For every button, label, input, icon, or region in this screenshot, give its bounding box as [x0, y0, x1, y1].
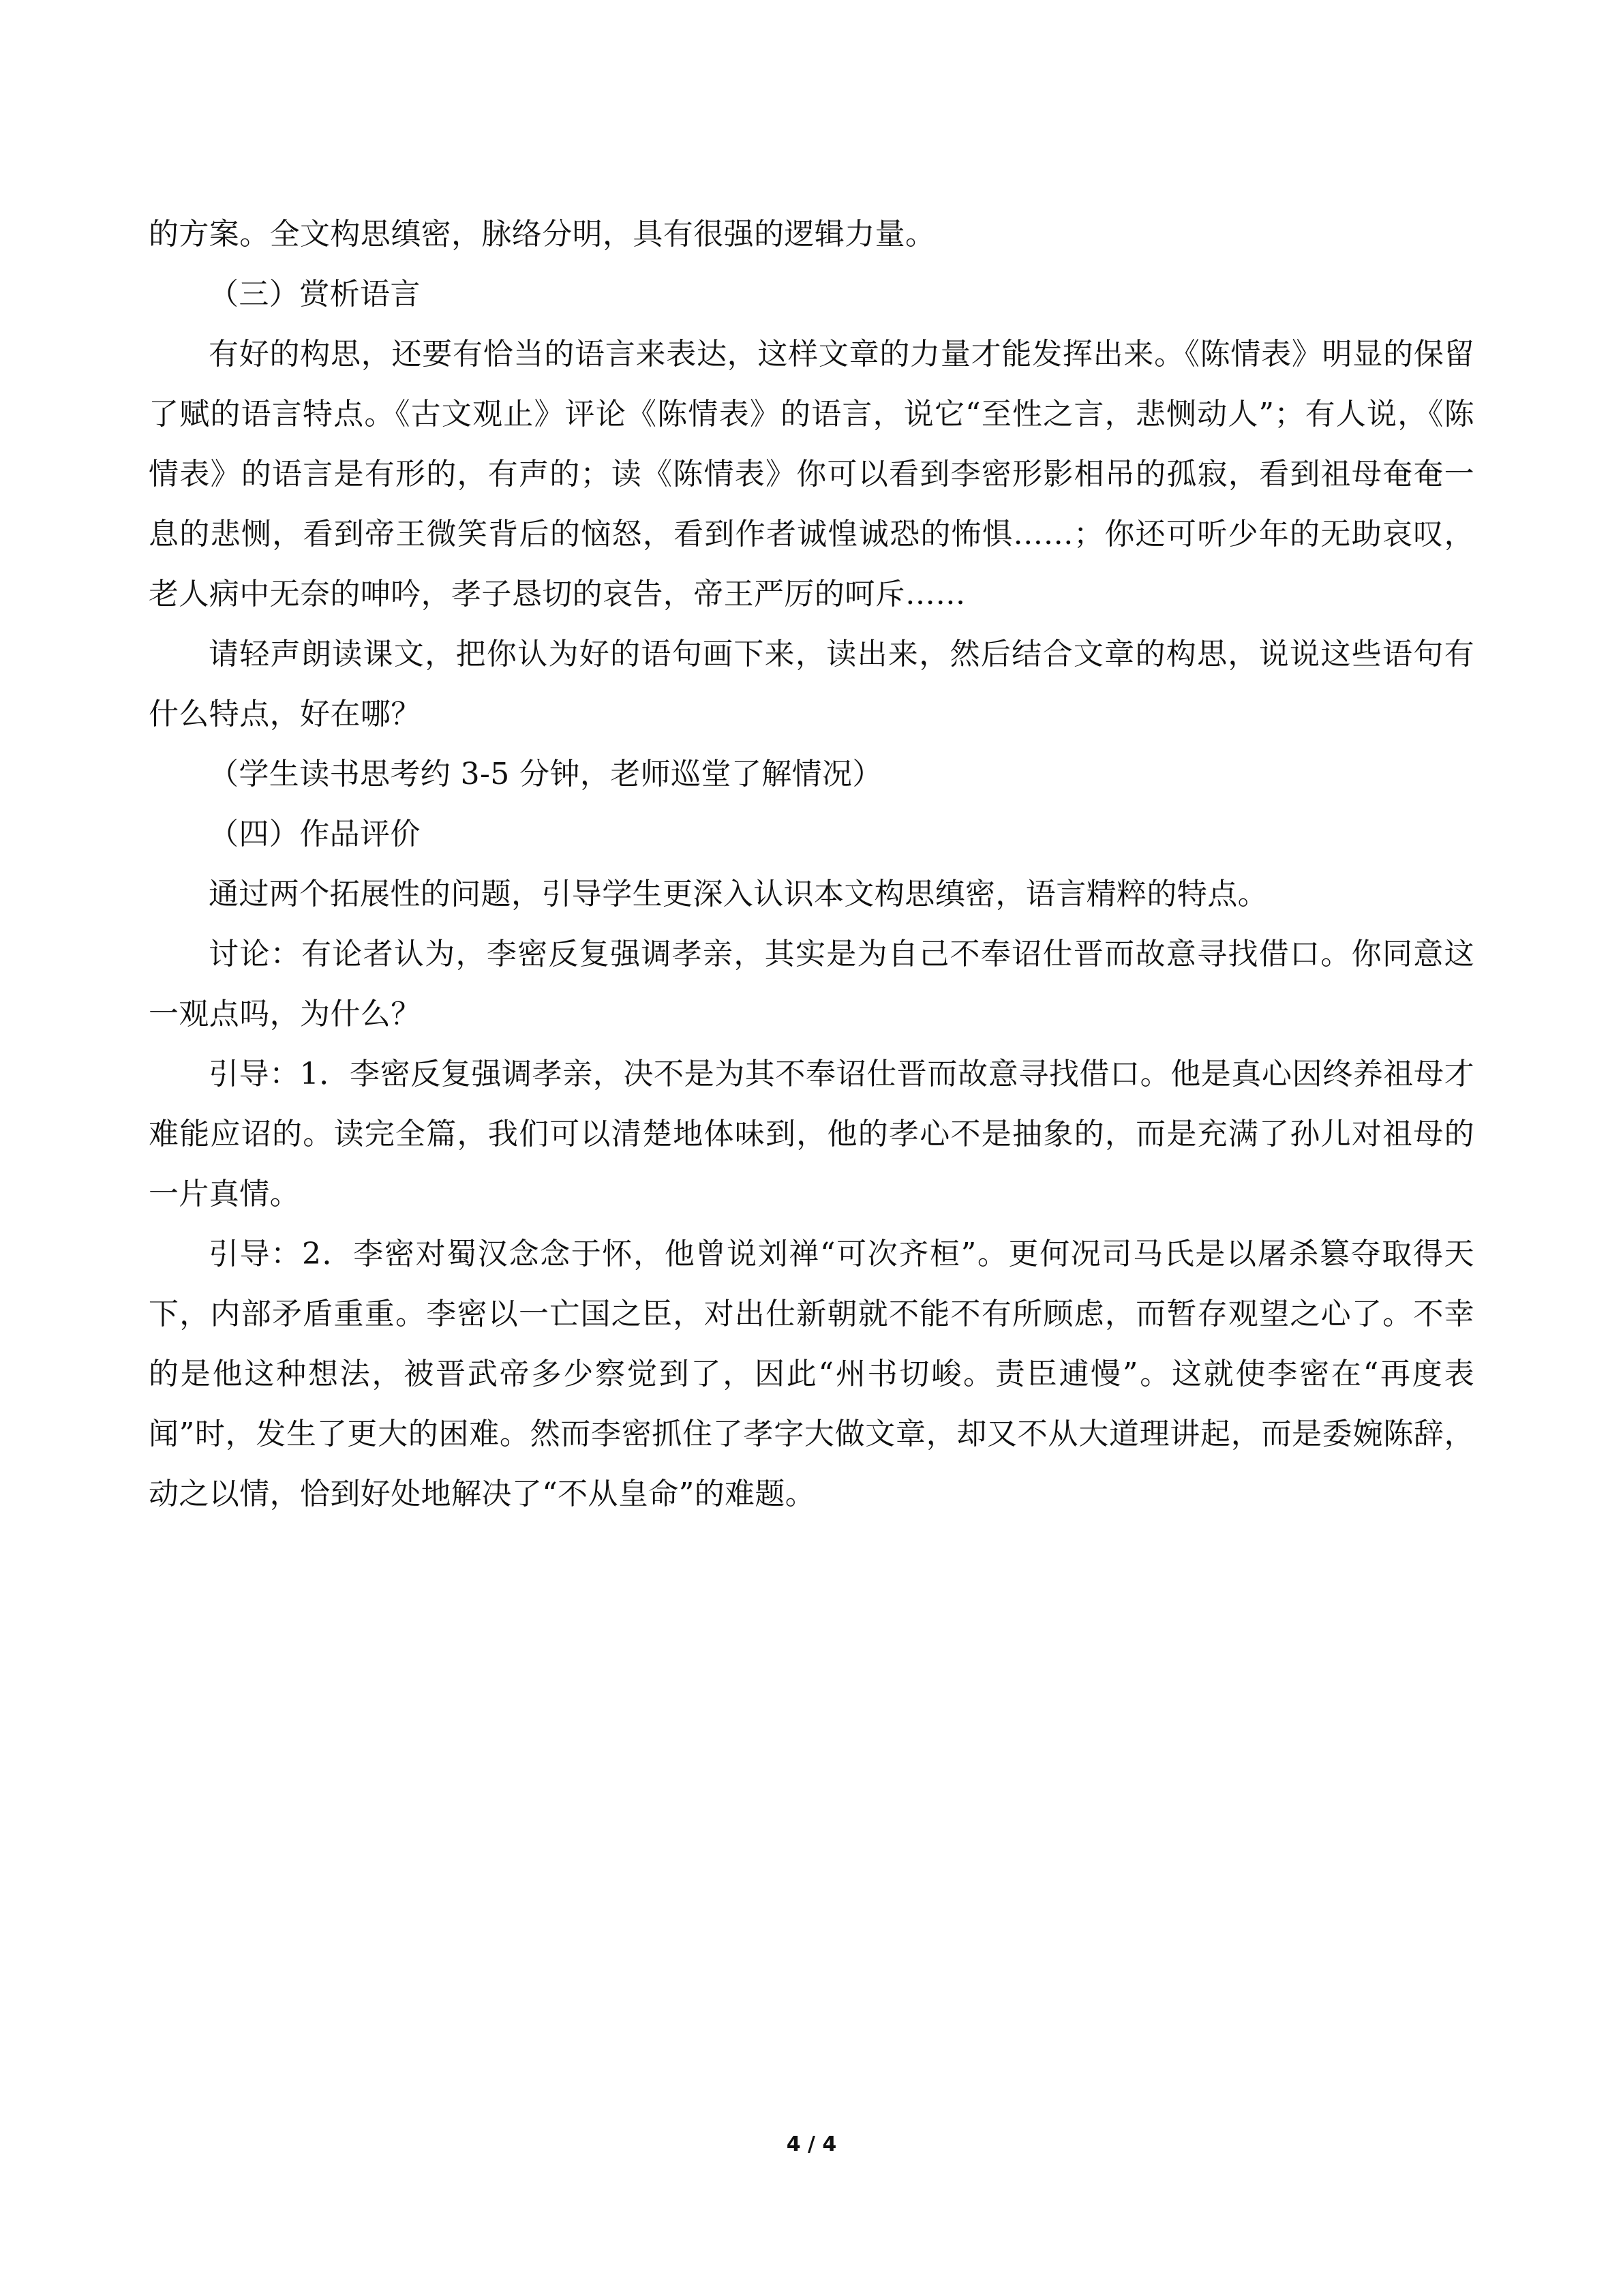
page-number: 4 / 4	[786, 2132, 837, 2156]
section-heading-appreciate-language: （三）赏析语言	[209, 277, 421, 312]
section-heading-work-evaluation: （四）作品评价	[209, 817, 421, 851]
document-body	[149, 205, 1474, 1524]
paragraph-language-analysis: 有好的构思，还要有恰当的语言来表达，这样文章的力量才能发挥出来。《陈情表》明显的保留了赋的语言特点。《古文观止》评论《陈情表》的语言，说它“至性之言，悲恻动人”；有人说，《陈情表》的语言是有形的，有声的；读《陈情表》你可以看到李密形影相吊的孤寂，看到祖母奄奄一息的悲恻，看到帝王微笑背后的恼怒，看到作者诚惶诚恐的怖惧……；你还可听少年的无助哀叹，老人病中无奈的呻吟，孝子恳切的哀告，帝王严厉的呵斥……	[149, 337, 1474, 611]
paragraph-guidance-2: 引导：2．李密对蜀汉念念于怀，他曾说刘禅“可次齐桓”。更何况司马氏是以屠杀篡夺取得天下，内部矛盾重重。李密以一亡国之臣，对出仕新朝就不能不有所顾虑，而暂存观望之心了。不幸的是他这种想法，被晋武帝多少察觉到了，因此“州书切峻。责臣逋慢”。这就使李密在“再度表闻”时，发生了更大的困难。然而李密抓住了孝字大做文章，却又不从大道理讲起，而是委婉陈辞，动之以情，恰到好处地解决了“不从皇命”的难题。	[149, 1237, 1474, 1511]
paragraph-discussion: 讨论：有论者认为，李密反复强调孝亲，其实是为自己不奉诏仕晋而故意寻找借口。你同意这一观点吗，为什么？	[149, 937, 1474, 1031]
paragraph-extension-questions: 通过两个拓展性的问题，引导学生更深入认识本文构思缜密，语言精粹的特点。	[209, 877, 1268, 911]
paragraph-intro-continuation: 的方案。全文构思缜密，脉络分明，具有很强的逻辑力量。	[149, 217, 936, 252]
paragraph-guidance-1: 引导：1．李密反复强调孝亲，决不是为其不奉诏仕晋而故意寻找借口。他是真心因终养祖母才难能应诏的。读完全篇，我们可以清楚地体味到，他的孝心不是抽象的，而是充满了孙儿对祖母的一片真情。	[149, 1057, 1474, 1211]
paragraph-reading-task: 请轻声朗读课文，把你认为好的语句画下来，读出来，然后结合文章的构思，说说这些语句有什么特点，好在哪？	[149, 637, 1474, 731]
paragraph-student-activity-note: （学生读书思考约 3-5 分钟，老师巡堂了解情况）	[209, 757, 883, 791]
